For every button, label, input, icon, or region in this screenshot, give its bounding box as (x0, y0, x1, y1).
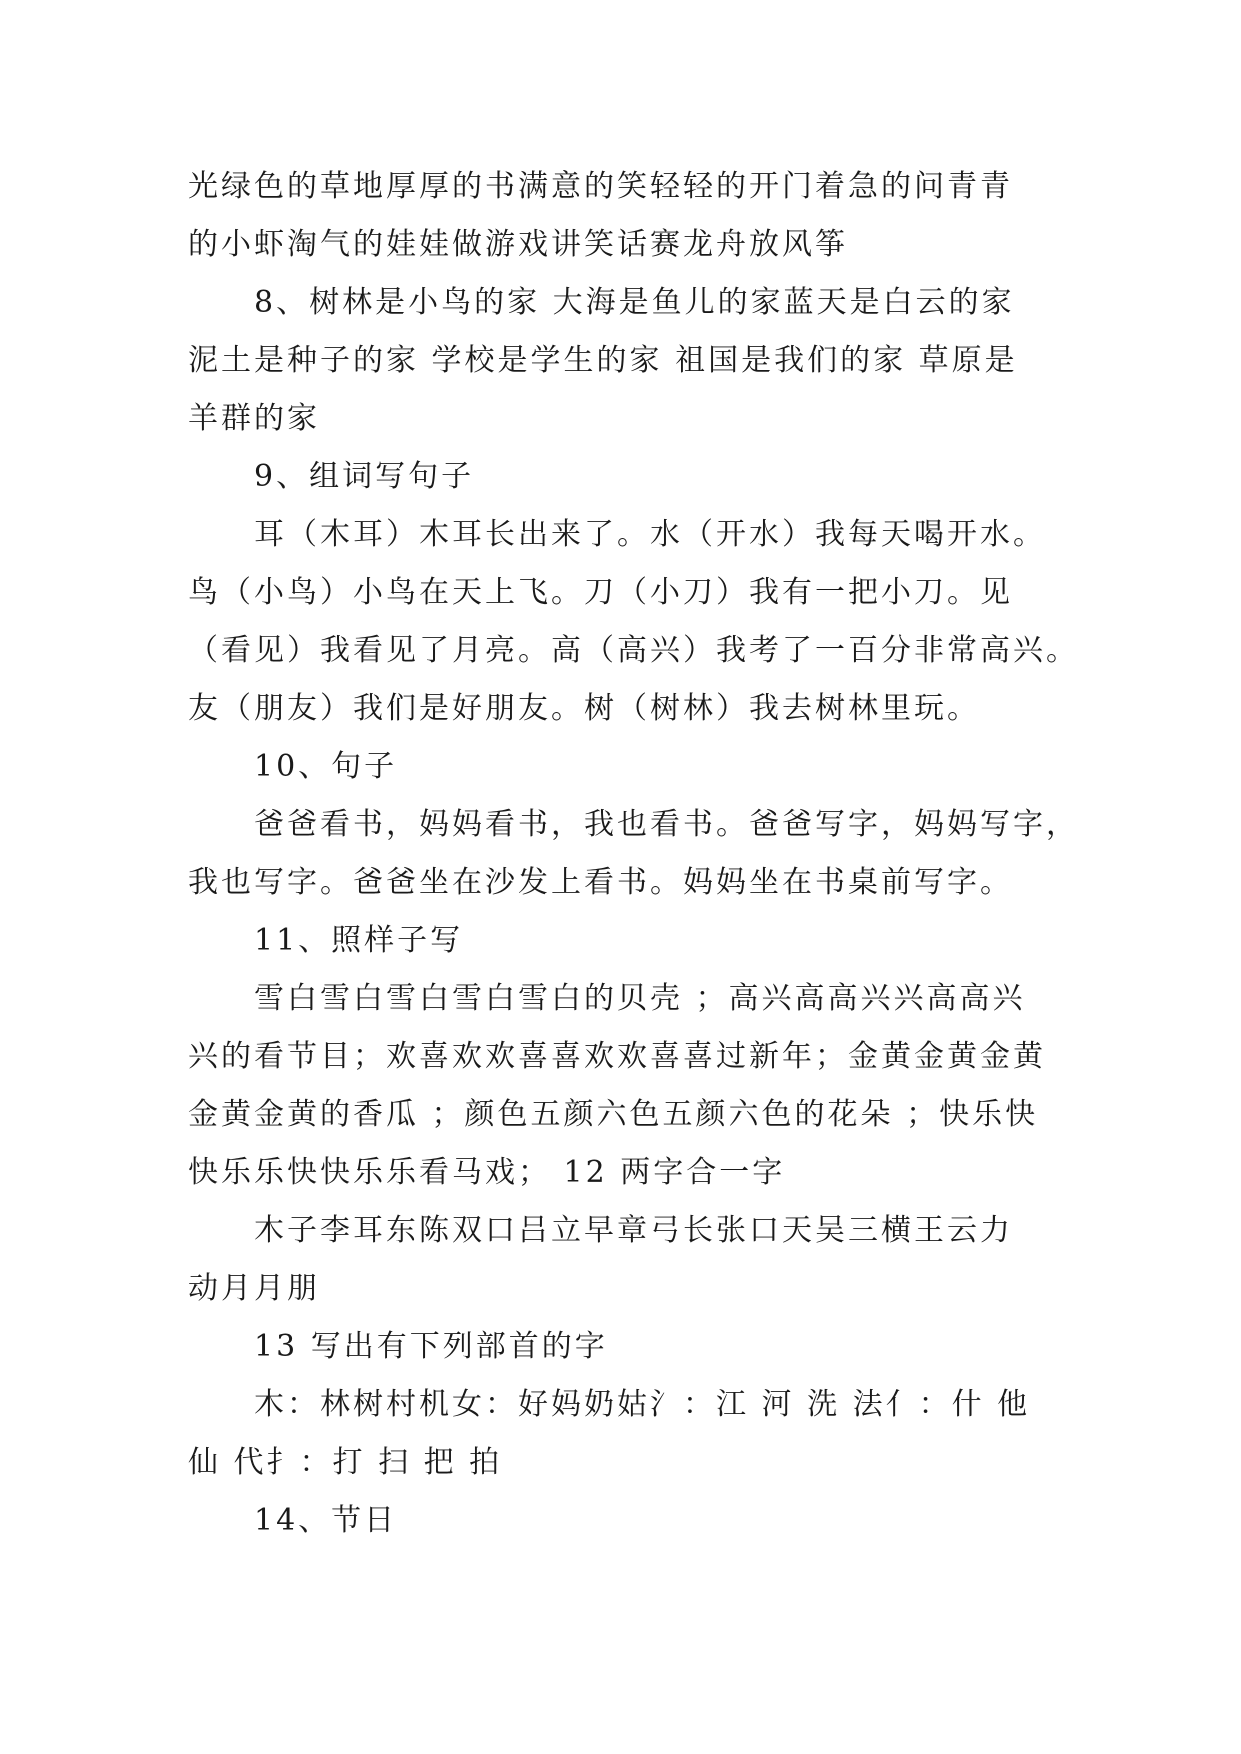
document-page (188, 158, 1079, 1550)
section-heading: 11、照样子写 (254, 923, 464, 958)
text-line: 兴的看节目；欢喜欢欢喜喜欢欢喜喜过新年；金黄金黄金黄 (188, 1039, 1046, 1074)
text-line: 的小虾淘气的娃娃做游戏讲笑话赛龙舟放风筝 (188, 227, 848, 262)
text-line: 泥土是种子的家 学校是学生的家 祖国是我们的家 草原是 (188, 343, 1018, 378)
text-line: 耳（木耳）木耳长出来了。水（开水）我每天喝开水。 (254, 517, 1046, 552)
text-line: 友（朋友）我们是好朋友。树（树林）我去树林里玩。 (188, 691, 980, 726)
section-heading: 10、句子 (254, 749, 398, 784)
section-heading: 14、节日 (254, 1503, 398, 1538)
text-line: 光绿色的草地厚厚的书满意的笑轻轻的开门着急的问青青 (188, 169, 1013, 204)
section-heading: 13 写出有下列部首的字 (254, 1329, 608, 1364)
text-line: 动月月朋 (188, 1271, 320, 1306)
text-line: 木：林树村机女：好妈奶姑氵：江 河 洗 法亻：什 他 (254, 1387, 1031, 1422)
text-line: 爸爸看书，妈妈看书，我也看书。爸爸写字，妈妈写字， (254, 807, 1079, 842)
text-line: 仙 代扌：打 扫 把 拍 (188, 1445, 503, 1480)
text-line: 鸟（小鸟）小鸟在天上飞。刀（小刀）我有一把小刀。见 (188, 575, 1013, 610)
text-line: 木子李耳东陈双口吕立早章弓长张口天吴三横王云力 (254, 1213, 1013, 1248)
text-line: 羊群的家 (188, 401, 320, 436)
text-line: 金黄金黄的香瓜 ；颜色五颜六色五颜六色的花朵 ；快乐快 (188, 1097, 1039, 1132)
text-line: 快乐乐快快乐乐看马戏； 12 两字合一字 (188, 1155, 786, 1190)
text-line: 我也写字。爸爸坐在沙发上看书。妈妈坐在书桌前写字。 (188, 865, 1013, 900)
text-line: 雪白雪白雪白雪白雪白的贝壳 ；高兴高高兴兴高高兴 (254, 981, 1026, 1016)
text-line: 8、树林是小鸟的家 大海是鱼儿的家蓝天是白云的家 (254, 285, 1015, 320)
text-line: （看见）我看见了月亮。高（高兴）我考了一百分非常高兴。 (188, 633, 1079, 668)
section-heading: 9、组词写句子 (254, 459, 475, 494)
